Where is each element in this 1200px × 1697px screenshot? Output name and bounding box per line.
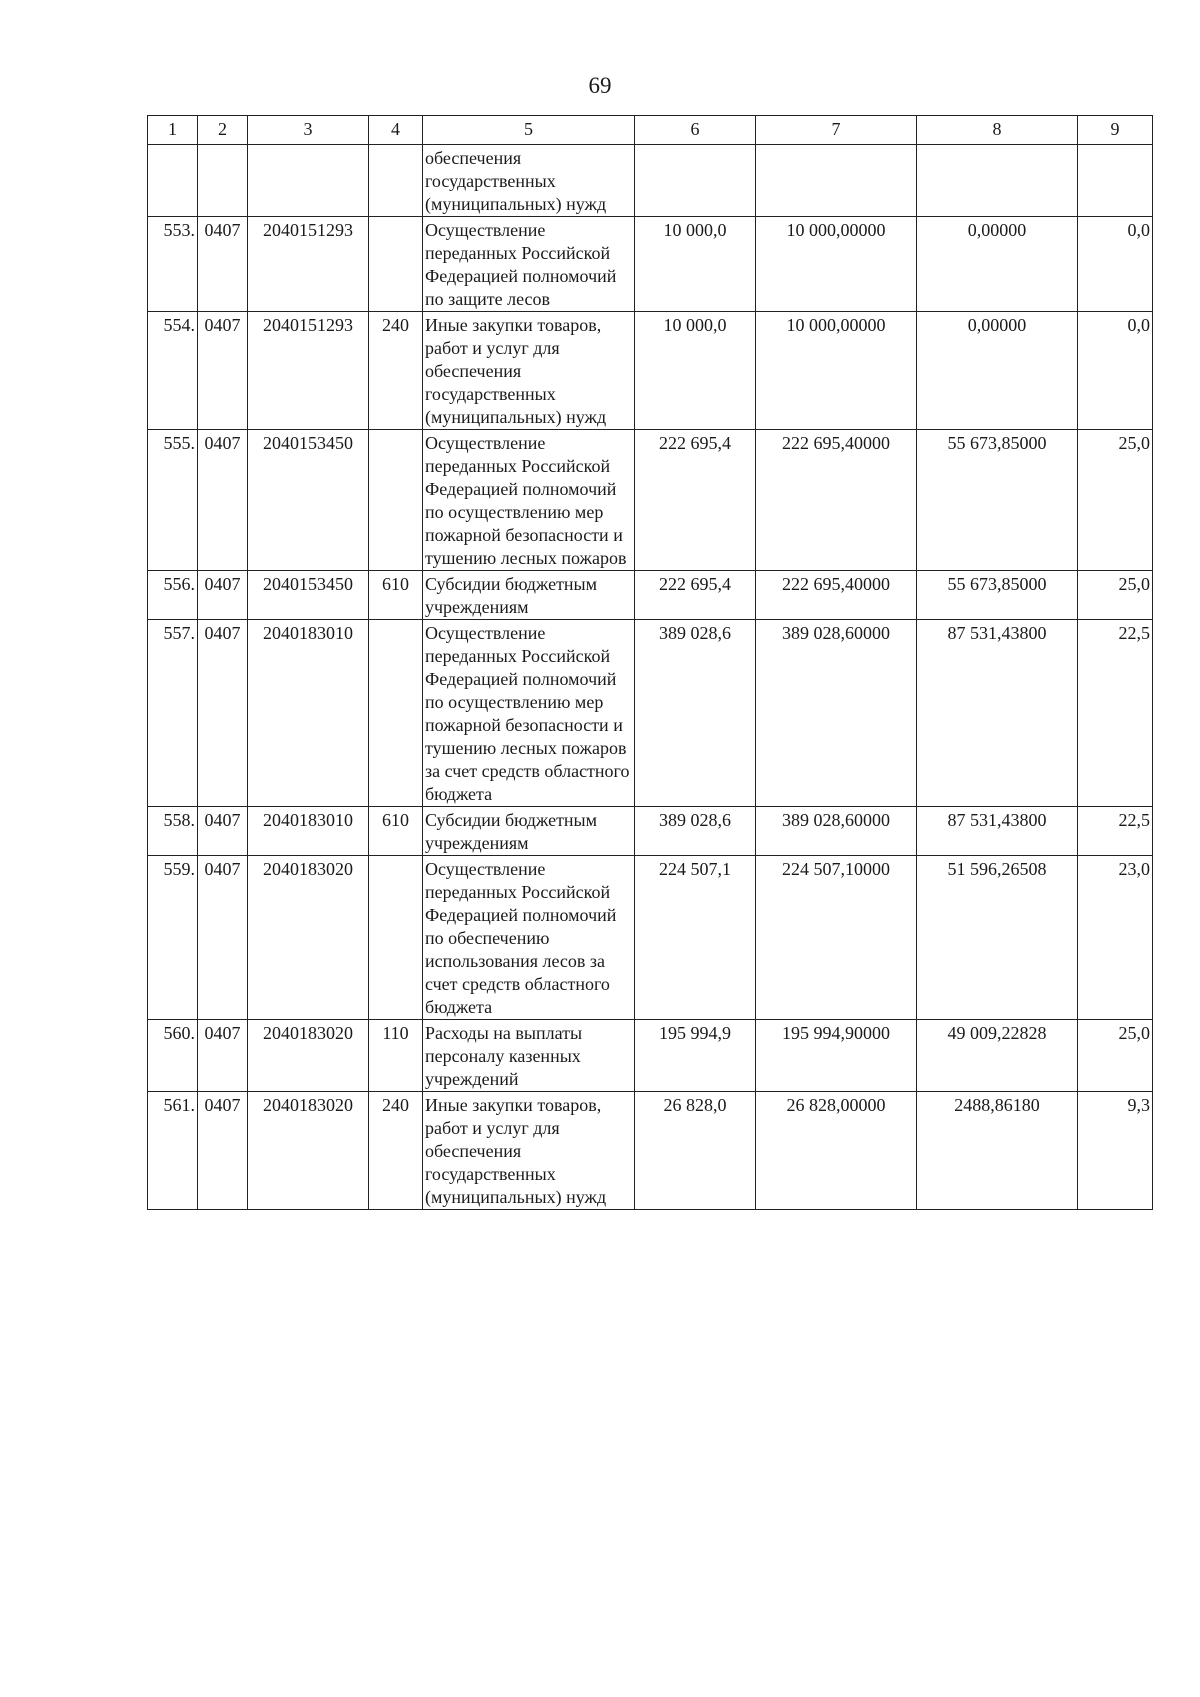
row-number: 556. bbox=[148, 571, 198, 620]
row-number: 561. bbox=[148, 1092, 198, 1210]
expense-type-code: 610 bbox=[369, 807, 423, 856]
column-header: 3 bbox=[248, 116, 369, 145]
executed-value: 55 673,85000 bbox=[917, 571, 1078, 620]
expense-name: Иные закупки товаров, работ и услуг для обеспечения государственных (муниципальных) нужд bbox=[423, 312, 635, 430]
row-number: 553. bbox=[148, 217, 198, 312]
expense-name: Осуществление переданных Российской Федерацией полномочий по осуществлению мер пожарной безопасности и тушению лесных пожаров за счет средств областного бюджета bbox=[423, 620, 635, 807]
expense-name: Осуществление переданных Российской Федерацией полномочий по защите лесов bbox=[423, 217, 635, 312]
plan-value: 195 994,9 bbox=[635, 1020, 756, 1092]
table-row bbox=[148, 620, 1153, 807]
executed-value bbox=[917, 145, 1078, 217]
expense-name: Субсидии бюджетным учреждениям bbox=[423, 571, 635, 620]
execution-percent: 22,5 bbox=[1078, 620, 1153, 807]
target-article-code: 2040183020 bbox=[248, 1092, 369, 1210]
execution-percent: 9,3 bbox=[1078, 1092, 1153, 1210]
expense-type-code: 610 bbox=[369, 571, 423, 620]
target-article-code: 2040153450 bbox=[248, 430, 369, 571]
execution-percent bbox=[1078, 145, 1153, 217]
target-article-code: 2040183020 bbox=[248, 856, 369, 1020]
row-number bbox=[148, 145, 198, 217]
refined-value: 389 028,60000 bbox=[756, 807, 917, 856]
page-number: 69 bbox=[588, 73, 612, 98]
execution-percent: 25,0 bbox=[1078, 1020, 1153, 1092]
refined-value: 10 000,00000 bbox=[756, 312, 917, 430]
expense-name: Иные закупки товаров, работ и услуг для обеспечения государственных (муниципальных) нужд bbox=[423, 1092, 635, 1210]
target-article-code: 2040151293 bbox=[248, 312, 369, 430]
column-header: 2 bbox=[198, 116, 248, 145]
target-article-code: 2040183010 bbox=[248, 807, 369, 856]
execution-percent: 23,0 bbox=[1078, 856, 1153, 1020]
expense-name: обеспечения государственных (муниципальных) нужд bbox=[423, 145, 635, 217]
refined-value: 195 994,90000 bbox=[756, 1020, 917, 1092]
table-row bbox=[148, 312, 1153, 430]
table-row bbox=[148, 430, 1153, 571]
column-header: 5 bbox=[423, 116, 635, 145]
expense-name: Субсидии бюджетным учреждениям bbox=[423, 807, 635, 856]
expense-type-code: 110 bbox=[369, 1020, 423, 1092]
executed-value: 0,00000 bbox=[917, 217, 1078, 312]
column-header: 6 bbox=[635, 116, 756, 145]
executed-value: 55 673,85000 bbox=[917, 430, 1078, 571]
section-code: 0407 bbox=[198, 1020, 248, 1092]
plan-value: 10 000,0 bbox=[635, 312, 756, 430]
table-row bbox=[148, 571, 1153, 620]
section-code: 0407 bbox=[198, 430, 248, 571]
section-code bbox=[198, 145, 248, 217]
column-header: 9 bbox=[1078, 116, 1153, 145]
plan-value: 222 695,4 bbox=[635, 430, 756, 571]
expense-type-code bbox=[369, 430, 423, 571]
section-code: 0407 bbox=[198, 807, 248, 856]
table-row bbox=[148, 856, 1153, 1020]
refined-value: 10 000,00000 bbox=[756, 217, 917, 312]
section-code: 0407 bbox=[198, 217, 248, 312]
row-number: 558. bbox=[148, 807, 198, 856]
table-row bbox=[148, 1020, 1153, 1092]
execution-percent: 0,0 bbox=[1078, 312, 1153, 430]
row-number: 559. bbox=[148, 856, 198, 1020]
execution-percent: 25,0 bbox=[1078, 571, 1153, 620]
table-row bbox=[148, 145, 1153, 217]
table-row bbox=[148, 807, 1153, 856]
table-header-row bbox=[148, 116, 1153, 145]
executed-value: 51 596,26508 bbox=[917, 856, 1078, 1020]
row-number: 557. bbox=[148, 620, 198, 807]
section-code: 0407 bbox=[198, 620, 248, 807]
executed-value: 49 009,22828 bbox=[917, 1020, 1078, 1092]
target-article-code: 2040151293 bbox=[248, 217, 369, 312]
target-article-code bbox=[248, 145, 369, 217]
plan-value: 26 828,0 bbox=[635, 1092, 756, 1210]
target-article-code: 2040183020 bbox=[248, 1020, 369, 1092]
refined-value: 389 028,60000 bbox=[756, 620, 917, 807]
column-header: 1 bbox=[148, 116, 198, 145]
target-article-code: 2040153450 bbox=[248, 571, 369, 620]
expense-type-code: 240 bbox=[369, 1092, 423, 1210]
refined-value: 26 828,00000 bbox=[756, 1092, 917, 1210]
budget-table bbox=[147, 115, 1153, 1210]
column-header: 8 bbox=[917, 116, 1078, 145]
executed-value: 87 531,43800 bbox=[917, 620, 1078, 807]
refined-value: 222 695,40000 bbox=[756, 571, 917, 620]
table-row bbox=[148, 217, 1153, 312]
execution-percent: 25,0 bbox=[1078, 430, 1153, 571]
refined-value: 224 507,10000 bbox=[756, 856, 917, 1020]
executed-value: 87 531,43800 bbox=[917, 807, 1078, 856]
target-article-code: 2040183010 bbox=[248, 620, 369, 807]
expense-type-code bbox=[369, 620, 423, 807]
column-header: 7 bbox=[756, 116, 917, 145]
expense-name: Расходы на выплаты персоналу казенных учреждений bbox=[423, 1020, 635, 1092]
expense-type-code: 240 bbox=[369, 312, 423, 430]
plan-value: 224 507,1 bbox=[635, 856, 756, 1020]
row-number: 555. bbox=[148, 430, 198, 571]
plan-value: 10 000,0 bbox=[635, 217, 756, 312]
section-code: 0407 bbox=[198, 1092, 248, 1210]
execution-percent: 0,0 bbox=[1078, 217, 1153, 312]
expense-name: Осуществление переданных Российской Федерацией полномочий по осуществлению мер пожарной безопасности и тушению лесных пожаров bbox=[423, 430, 635, 571]
expense-name: Осуществление переданных Российской Федерацией полномочий по обеспечению использования лесов за счет средств областного бюджета bbox=[423, 856, 635, 1020]
plan-value bbox=[635, 145, 756, 217]
expense-type-code bbox=[369, 856, 423, 1020]
executed-value: 2488,86180 bbox=[917, 1092, 1078, 1210]
refined-value bbox=[756, 145, 917, 217]
expense-type-code bbox=[369, 217, 423, 312]
execution-percent: 22,5 bbox=[1078, 807, 1153, 856]
plan-value: 389 028,6 bbox=[635, 620, 756, 807]
plan-value: 389 028,6 bbox=[635, 807, 756, 856]
column-header: 4 bbox=[369, 116, 423, 145]
table-row bbox=[148, 1092, 1153, 1210]
expense-type-code bbox=[369, 145, 423, 217]
section-code: 0407 bbox=[198, 312, 248, 430]
refined-value: 222 695,40000 bbox=[756, 430, 917, 571]
section-code: 0407 bbox=[198, 571, 248, 620]
plan-value: 222 695,4 bbox=[635, 571, 756, 620]
executed-value: 0,00000 bbox=[917, 312, 1078, 430]
section-code: 0407 bbox=[198, 856, 248, 1020]
row-number: 554. bbox=[148, 312, 198, 430]
row-number: 560. bbox=[148, 1020, 198, 1092]
